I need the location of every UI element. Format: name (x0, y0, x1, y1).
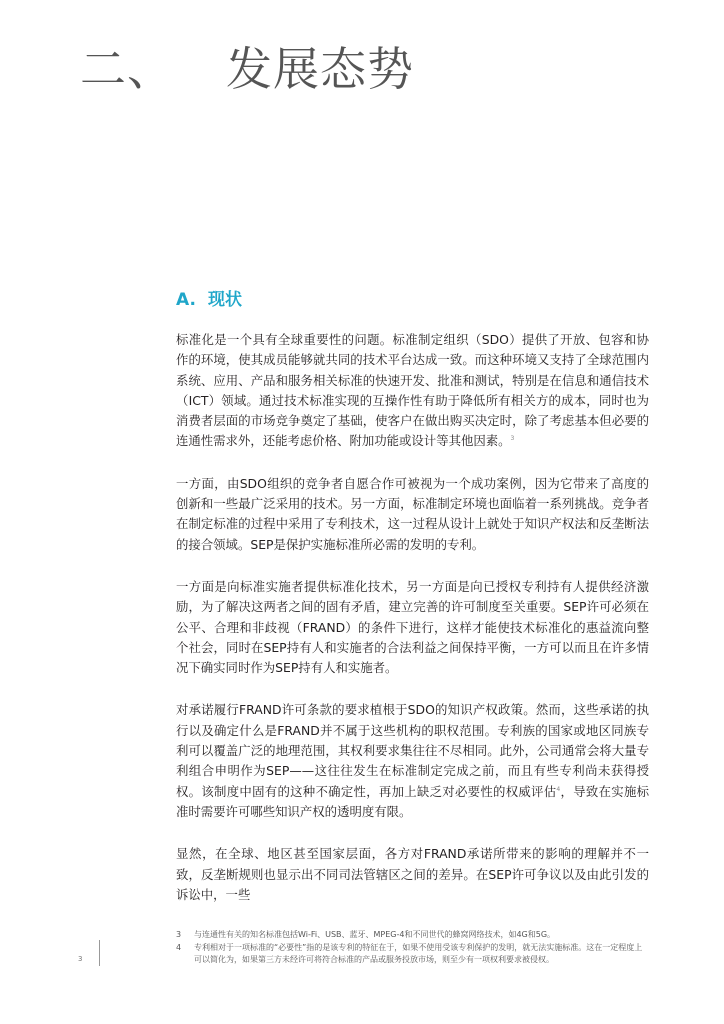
section-title: 现状 (208, 290, 242, 310)
footnote-ref[interactable]: 4 (556, 785, 561, 793)
footnote (176, 942, 650, 967)
paragraph: 一方面是向标准实施者提供标准化技术，另一方面是向已授权专利持有人提供经济激励，为了解决这两者之间的固有矛盾，建立完善的许可制度至关重要。SEP许可必须在公平、合理和非歧视（FRAND）的条件下进行，这样才能使技术标准化的惠益流向整个社会，同时在SEP持有人和实施者的合法利益之间保持平衡，一方可以而且在许多情况下确实同时作为SEP持有人和实施者。 (176, 578, 649, 676)
paragraph: 对承诺履行FRAND许可条款的要求植根于SDO的知识产权政策。然而，这些承诺的执行以及确定什么是FRAND并不属于这些机构的职权范围。专利族的国家或地区同族专利可以覆盖广泛的地理范围，其权利要求集往往不尽相同。此外，公司通常会将大量专利组合申明作为SEP——这往往发生在标准制定完成之前，而且有些专利尚未获得授权。该制度中固有的这种不确定性，再加上缺乏对必要性的权威评估$^4$，导致在实施标准时需要许可哪些知识产权的透明度有限。 (176, 702, 650, 819)
section-letter: A. (176, 290, 196, 310)
paragraph: 标准化是一个具有全球重要性的问题。标准制定组织（SDO）提供了开放、包容和协作的环境，使其成员能够就共同的技术平台达成一致。而这种环境又支持了全球范围内系统、应用、产品和服务相关标准的快速开发、批准和测试，特别是在信息和通信技术（ICT）领域。通过技术标准实现的互操作性有助于降低所有相关方的成本，同时也为消费者层面的市场竞争奠定了基础，使客户在做出购买决定时，除了考虑基本但必要的连通性需求外，还能考虑价格、附加功能或设计等其他因素。$^3$ (176, 332, 649, 449)
section-heading (176, 286, 242, 314)
page-number: 3 (78, 955, 83, 963)
footnote-text: 专利相对于一项标准的“必要性”指的是该专利的特征在于，如果不使用受该专利保护的发明，就无法实施标准。这在一定程度上可以简化为，如果第三方未经许可将符合标准的产品或服务投放市场，则至少有一项权利要求被侵权。 (194, 942, 643, 964)
footnote-ref[interactable]: 3 (510, 435, 515, 443)
paragraph: 一方面，由SDO组织的竞争者自愿合作可被视为一个成功案例，因为它带来了高度的创新和一些最广泛采用的技术。另一方面，标准制定环境也面临着一系列挑战。竞争者在制定标准的过程中采用了专利技术，这一过程从设计上就处于知识产权法和反垄断法的接合领域。SEP是保护实施标准所必需的发明的专利。 (176, 475, 649, 552)
footnote-text: 与连通性有关的知名标准包括Wi-Fi、USB、蓝牙、MPEG-4和不同世代的蜂窝网络技术，如4G和5G。 (194, 930, 556, 939)
page-divider (99, 940, 100, 966)
footnote-number: 4 (176, 942, 182, 952)
paragraph: 显然，在全球、地区甚至国家层面，各方对FRAND承诺所带来的影响的理解并不一致，反垄断规则也显示出不同司法管辖区之间的差异。在SEP许可争议以及由此引发的诉讼中，一些 (176, 846, 649, 902)
chapter-title (80, 34, 414, 104)
footnotes (176, 929, 650, 967)
chapter-name: 发展态势 (226, 42, 414, 96)
footnote (176, 929, 650, 942)
chapter-number: 二、 (80, 42, 174, 96)
footnote-number: 3 (176, 930, 182, 939)
body-text (176, 330, 649, 927)
